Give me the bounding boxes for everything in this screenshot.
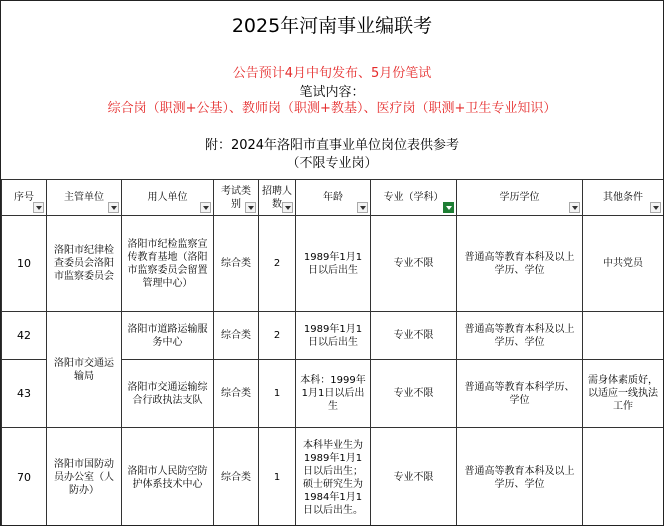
cell-category[interactable]: 综合类: [214, 216, 259, 312]
table-header-row: [2, 180, 664, 216]
column-header-major[interactable]: 专业（学科）: [371, 180, 457, 216]
announcement-text: 公告预计4月中旬发布、5月份笔试: [232, 66, 432, 81]
filter-active-icon[interactable]: [443, 202, 454, 213]
column-header-dept[interactable]: 主管单位: [47, 180, 122, 216]
cell-age[interactable]: 1989年1月1日以后出生: [296, 312, 371, 360]
column-header-other[interactable]: 其他条件: [583, 180, 664, 216]
cell-dept[interactable]: 洛阳市国防动员办公室（人防办）: [47, 428, 122, 526]
column-header-count[interactable]: 招聘人数: [259, 180, 296, 216]
table-row: [2, 312, 664, 360]
cell-seq[interactable]: 10: [2, 216, 47, 312]
dropdown-arrow-icon[interactable]: [357, 202, 368, 213]
column-header-employer[interactable]: 用人单位: [122, 180, 214, 216]
dropdown-arrow-icon[interactable]: [245, 202, 256, 213]
exam-label: 笔试内容：: [299, 85, 365, 100]
cell-category[interactable]: 综合类: [214, 360, 259, 428]
cell-employer[interactable]: 洛阳市道路运输服务中心: [122, 312, 214, 360]
page-title: 2025年河南事业编联考: [231, 15, 433, 37]
column-header-edu[interactable]: 学历学位: [457, 180, 583, 216]
cell-category[interactable]: 综合类: [214, 428, 259, 526]
dropdown-arrow-icon[interactable]: [200, 202, 211, 213]
cell-edu[interactable]: 普通高等教育本科及以上学历、学位: [457, 312, 583, 360]
cell-other[interactable]: [583, 312, 664, 360]
table-row: [2, 216, 664, 312]
column-header-category[interactable]: 考试类别: [214, 180, 259, 216]
cell-edu[interactable]: 普通高等教育本科及以上学历、学位: [457, 216, 583, 312]
cell-count[interactable]: 2: [259, 216, 296, 312]
exam-content: 综合岗（职测+公基）、教师岗（职测+教基）、医疗岗（职测+卫生专业知识）: [107, 101, 557, 116]
note-line-2: （不限专业岗）: [286, 156, 378, 171]
cell-seq[interactable]: 70: [2, 428, 47, 526]
cell-major[interactable]: 专业不限: [371, 428, 457, 526]
dropdown-arrow-icon[interactable]: [282, 202, 293, 213]
dropdown-arrow-icon[interactable]: [650, 202, 661, 213]
dropdown-arrow-icon[interactable]: [33, 202, 44, 213]
dropdown-arrow-icon[interactable]: [108, 202, 119, 213]
cell-employer[interactable]: 洛阳市交通运输综合行政执法支队: [122, 360, 214, 428]
cell-dept-merged[interactable]: 洛阳市交通运输局: [47, 312, 122, 428]
merged-header: [1, 1, 663, 179]
column-header-seq[interactable]: 序号: [2, 180, 47, 216]
cell-other[interactable]: 中共党员: [583, 216, 664, 312]
cell-other[interactable]: 需身体素质好，以适应一线执法工作: [583, 360, 664, 428]
cell-major[interactable]: 专业不限: [371, 216, 457, 312]
cell-edu[interactable]: 普通高等教育本科学历、学位: [457, 360, 583, 428]
cell-other[interactable]: [583, 428, 664, 526]
cell-count[interactable]: 1: [259, 360, 296, 428]
cell-age[interactable]: 本科毕业生为1989年1月1日以后出生；硕士研究生为1984年1月1日以后出生。: [296, 428, 371, 526]
note-line-1: 附：2024年洛阳市直事业单位岗位表供参考: [204, 138, 460, 153]
cell-major[interactable]: 专业不限: [371, 360, 457, 428]
cell-seq[interactable]: 42: [2, 312, 47, 360]
cell-age[interactable]: 本科：1999年1月1日以后出生: [296, 360, 371, 428]
cell-edu[interactable]: 普通高等教育本科及以上学历、学位: [457, 428, 583, 526]
cell-category[interactable]: 综合类: [214, 312, 259, 360]
cell-major[interactable]: 专业不限: [371, 312, 457, 360]
cell-dept[interactable]: 洛阳市纪律检查委员会洛阳市监察委员会: [47, 216, 122, 312]
dropdown-arrow-icon[interactable]: [569, 202, 580, 213]
cell-employer[interactable]: 洛阳市纪检监察宣传教育基地（洛阳市监察委员会留置管理中心）: [122, 216, 214, 312]
cell-seq[interactable]: 43: [2, 360, 47, 428]
cell-count[interactable]: 2: [259, 312, 296, 360]
cell-employer[interactable]: 洛阳市人民防空防护体系技术中心: [122, 428, 214, 526]
column-header-age[interactable]: 年龄: [296, 180, 371, 216]
cell-count[interactable]: 1: [259, 428, 296, 526]
cell-age[interactable]: 1989年1月1日以后出生: [296, 216, 371, 312]
table-row: [2, 428, 664, 526]
positions-table: [1, 179, 664, 526]
